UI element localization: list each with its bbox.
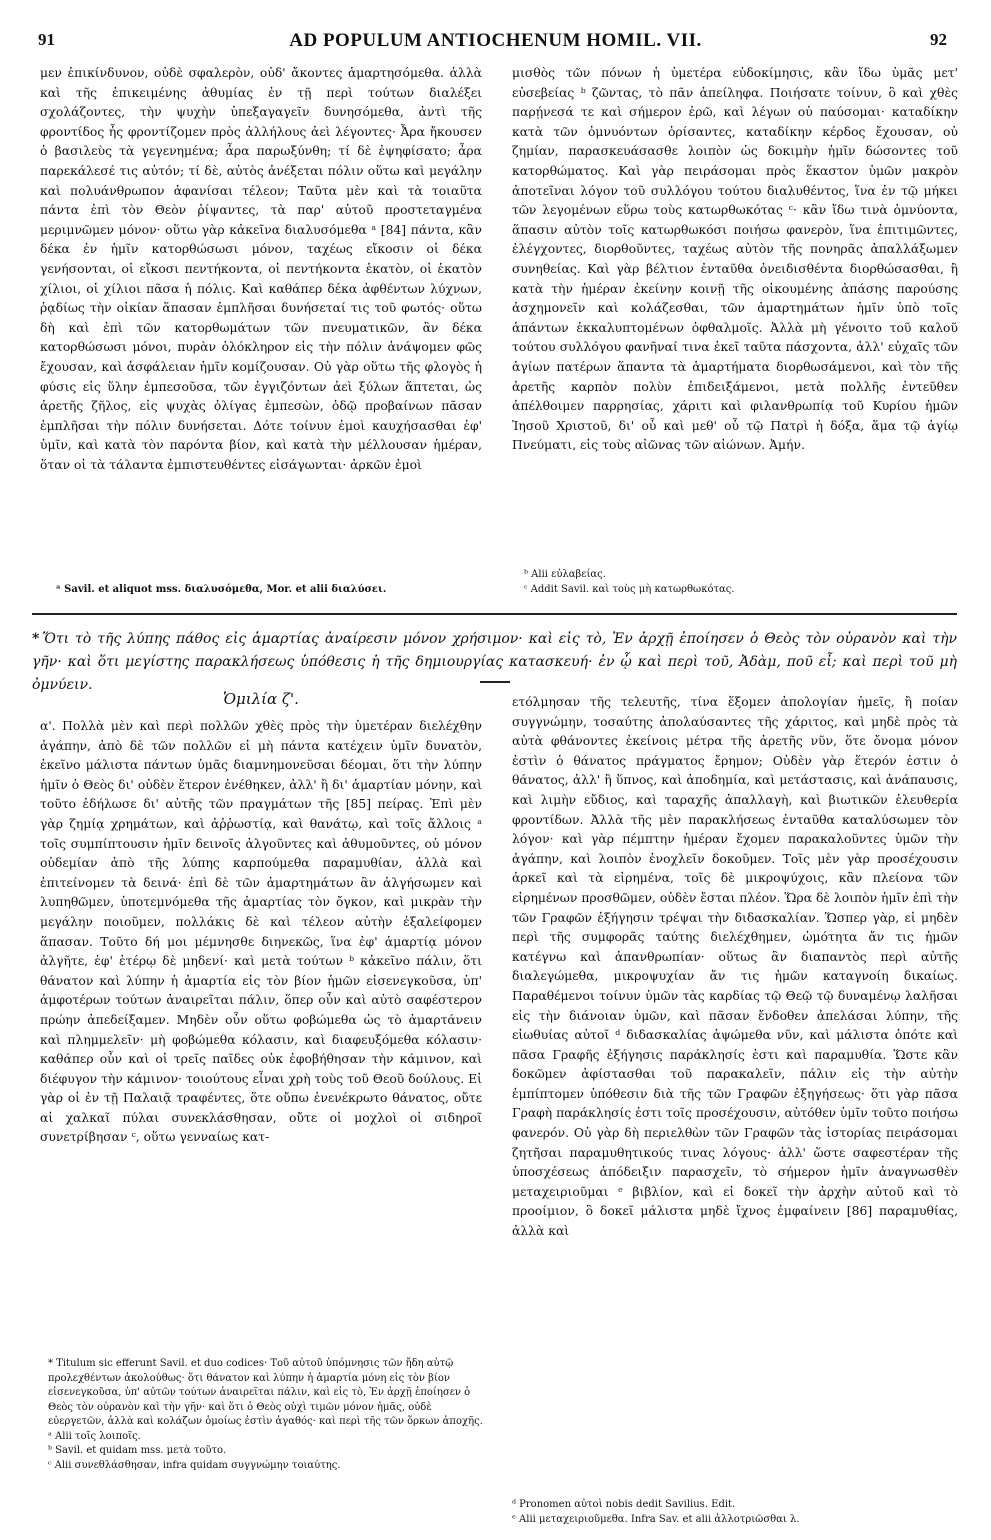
section-divider bbox=[32, 613, 957, 615]
running-title: AD POPULUM ANTIOCHENUM HOMIL. VII. bbox=[289, 30, 702, 51]
bottom-left-footnotes bbox=[48, 1357, 484, 1473]
footnote-b: ᵇ Alii εὐλαβείας. bbox=[524, 569, 606, 580]
bottom-right-footnotes bbox=[512, 1498, 958, 1527]
short-dash bbox=[480, 681, 510, 683]
page-header bbox=[0, 0, 991, 64]
bottom-right-text: ετόλμησαν τῆς τελευτῆς, τίνα ἕξομεν ἀπολογίαν ἡμεῖς, ἢ ποίαν συγγνώμην, τοσαύτης ἀπολαύσαντες τῆς χάριτος, καὶ μηδὲ πρὸς τὰ αὐτὰ φθάνοντες ἐκείνοις μέτρα τῆς ἀρετῆς νῦν, ὅτε ὄνομα μόνον ἐστὶν ὁ θάνατος πράγματος ἔρημον; Οὐδὲν γὰρ ἕτερόν ἐστιν ὁ θάνατος, ἀλλ' ἢ ὕπνος, καὶ ἀποδημία, καὶ μετάστασις, καὶ ἀνάπαυσις, καὶ λιμὴν εὔδιος, καὶ ταραχῆς ἀπαλλαγὴ, καὶ βιωτικῶν ἐλευθερία φροντίδων. Ἀλλὰ τῆς μὲν παρακλήσεως ἐνταῦθα καταλύσωμεν τὸν λόγον· καὶ γὰρ πέμπτην ἡμέραν ἔχομεν παρακαλοῦντες ὑμῶν τὴν ἀγάπην, καὶ λοιπὸν ἐνοχλεῖν δοκοῦμεν. Τοῖς μὲν γὰρ προσέχουσιν ἀρκεῖ καὶ τὰ εἰρημένα, τοῖς δὲ μικροψύχοις, κἂν πλείονα τῶν εἰρημένων προσθῶμεν, οὐδὲν ἔσται πλέον. Ὥρα δὲ λοιπὸν ἡμῖν ἐπὶ τὴν τῶν Γραφῶν ἐξήγησιν τρέψαι τὴν διδασκαλίαν. Ὥσπερ γὰρ, εἰ μηδὲν περὶ τῆς συμφορᾶς ταύτης διελέχθημεν, ὠμότητα ἄν τις ἡμῶν κατέγνω καὶ ἀπανθρωπίαν· οὕτως ἂν διαπαντὸς περὶ αὐτῆς διαλεγώμεθα, μικροψυχίαν ἄν τις ἡμῶν καταγνοίη δικαίως. Παραθέμενοι τοίνυν ὑμῶν τὰς καρδίας τῷ Θεῷ τῷ δυναμένῳ λαλῆσαι εἰς τὴν διάνοιαν ὑμῶν, καὶ πᾶσαν ἔνδοθεν ἀπελάσαι λύπην, τῆς εἰωθυίας αὐτοῖ ᵈ διδασκαλίας ἀψώμεθα νῦν, καὶ μάλιστα ὁπότε καὶ πᾶσα Γραφῆς ἐξήγησις παράκλησίς ἐστι καὶ παραμυθία. Ὥστε κἂν δοκῶμεν ἀφίστασθαι τοῦ παρακαλεῖν, πάλιν εἰς τὴν αὐτὴν ἐμπίπτομεν ὑπόθεσιν διὰ τῆς τῶν Γραφῶν ἐξηγήσεως· ὅτι γὰρ πᾶσα Γραφὴ παράκλησίς ἐστι τοῖς προσέχουσιν, αὐτόθεν ὑμῖν τοῦτο ποιήσω φανερόν. Οὐ γὰρ δὴ περιελθὼν τῶν Γραφῶν τὰς ἱστορίας πειράσομαι ζητῆσαι παραμυθητικούς τινας λόγους· ἀλλ' ὥστε σαφεστέραν τῆς ὑποσχέσεως ἀπόδειξιν παρασχεῖν, τὸ σήμερον ἡμῖν ἀναγνωσθὲν μεταχειριοῦμαι ᵉ βιβλίον, καὶ εἰ δοκεῖ τὴν ἀρχὴν αὐτοῦ καὶ τὸ προοίμιον, ὃ δοκεῖ μάλιστα μηδὲ ἴχνος ἐμφαίνειν [86] παραμυθίας, ἀλλὰ καὶ bbox=[512, 695, 958, 1239]
top-right-text: μισθὸς τῶν πόνων ἡ ὑμετέρα εὐδοκίμησις, κἂν ἴδω ὑμᾶς μετ' εὐσεβείας ᵇ ζῶντας, τὸ πᾶν ἀπείληφα. Ποιήσατε τοίνυν, ὃ καὶ χθὲς παρῄνεσά τε καὶ σήμερον ἐρῶ, καὶ λέγων οὐ παύσομαι· καταδίκην κατὰ τῶν ὀμνυόντων ὁρίσαντες, καταδίκην κέρδος ἔχουσαν, οὐ ζημίαν, παρασκευάσασθε λοιπὸν ὡς δοκιμὴν ἡμῖν δώσοντες τοῦ κατορθώματος. Καὶ γὰρ πειράσομαι πρὸς ἕκαστον ὑμῶν μακρὸν ἀποτεῖναι λόγον τοῦ συλλόγου τούτου διαλυθέντος, ἵνα ἐν τῷ μήκει τῶν λεγομένων εὕρω τοὺς κατωρθωκότας ᶜ· κἂν ἴδω τινὰ ὀμνύοντα, ἅπασιν αὐτὸν τοῖς κατωρθωκόσι ποιήσω φανερὸν, ἵνα ἐπιτιμῶντες, ἐλέγχοντες, διορθοῦντες, ταχέως αὐτὸν τῆς πονηρᾶς ἀπαλλάξωμεν συνηθείας. Καὶ γὰρ βέλτιον ἐνταῦθα ὀνειδισθέντα διορθώσασθαι, ἢ κατὰ τὴν ἡμέραν ἐκείνην κοινῇ τῆς οἰκουμένης ἁπάσης παρούσης ἀσχημονεῖν καὶ κολάζεσθαι, τῶν ἁμαρτημάτων ἡμῖν ὑπὸ τοῖς ἁπάντων ἐκκαλυπτομένων ὀφθαλμοῖς. Ἀλλὰ μὴ γένοιτο τοῦ καλοῦ τούτου συλλόγου φανῆναί τινα ἐκεῖ ταῦτα πάσχοντα, ἀλλ' εὐχαῖς τῶν ἁγίων πατέρων ἅπαντα τὰ ἁμαρτήματα διορθωσάμενοι, καὶ τὸν τῆς ἀρετῆς καρπὸν πολὺν ἐπιδειξάμενοι, μετὰ πολλῆς ἐντεῦθεν ἀπέλθοιμεν παρρησίας, χάριτι καὶ φιλανθρωπίᾳ τοῦ Κυρίου ἡμῶν Ἰησοῦ Χριστοῦ, δι' οὗ καὶ μεθ' οὗ τῷ Πατρὶ ἡ δόξα, ἅμα τῷ ἁγίῳ Πνεύματι, εἰς τοὺς αἰῶνας τῶν αἰώνων. Ἀμήν. bbox=[512, 66, 958, 453]
footnote-e: ᵉ Alii μεταχειριοῦμεθα. Infra Sav. et alii ἀλλοτριῶσθαι λ. bbox=[512, 1513, 800, 1525]
top-left-text: μεν ἐπικίνδυνον, οὐδὲ σφαλερὸν, οὐδ' ἄκοντες ἁμαρτησόμεθα. ἀλλὰ καὶ τῆς ἐπικειμένης ἀθυμίας ἐν τῇ περὶ τούτων διαλέξει σχολάζοντες, τὴν ψυχὴν ὑπεξαγαγεῖν δυνησόμεθα, ἀντὶ τῆς φροντίδος ἧς φροντίζομεν πρὸς ἀλλήλους ἀεὶ λέγοντες· Ἆρα ἤκουσεν ὁ βασιλεὺς τὰ γεγενημένα; ἆρα παρωξύνθη; τί δὲ ἐψηφίσατο; ἆρα παρεκάλεσέ τις αὐτόν; τί δὲ, αὐτὸς ἀνέξεται πόλιν οὕτω καὶ μεγάλην καὶ πολυάνθρωπον ἀφανίσαι τέλεον; Ταῦτα μὲν καὶ τὰ τοιαῦτα πάντα ἐπὶ τὸν Θεὸν ῥίψαντες, τὰ παρ' αὐτοῦ προστεταγμένα μεριμνῶμεν μόνον· οὕτω γὰρ κἀκεῖνα διαλυσόμεθα ᵃ [84] πάντα, κἂν δέκα ἐν ἡμῖν κατορθώσωσι μόνον, ταχέως εἴκοσιν οἱ δέκα γενήσονται, οἱ εἴκοσι πεντήκοντα, οἱ πεντήκοντα ἑκατὸν, οἱ ἑκατὸν χίλιοι, οἱ χίλιοι πᾶσα ἡ πόλις. Καὶ καθάπερ δέκα ἀφθέντων λύχνων, ῥᾳδίως τὴν οἰκίαν ἅπασαν ἐμπλῆσαι δυνήσεταί τις τοῦ φωτός· οὕτω δὴ καὶ ἐπὶ τῶν κατορθωμάτων τῶν πνευματικῶν, ἂν δέκα κατορθώσωσι μόνοι, πυρὰν ὁλόκληρον εἰς τὴν πόλιν ἀνάψομεν φῶς ἔχουσαν, καὶ ἀσφάλειαν ἡμῖν κομίζουσαν. Οὐ γὰρ οὕτω τῆς φλογὸς ἡ φύσις εἰς ὕλην ἐμπεσοῦσα, τῶν ἐγγιζόντων ἀεὶ ξύλων ἅπτεται, ὡς ἀρετῆς ζῆλος, εἰς ψυχὰς ὀλίγας ἐμπεσὼν, ὁδῷ προβαίνων πᾶσαν ἐμπλῆσαι τὴν πόλιν δυνήσεται. Δότε τοίνυν ἐμοὶ καυχήσασθαι ἐφ' ὑμῖν, καὶ κατὰ τὸν παρόντα βίον, καὶ κατὰ τὴν μέλλουσαν ἡμέραν, ὅταν οἱ τὰ τάλαντα ἐμπιστευθέντες εἰσάγωνται· ἀρκῶν ἐμοὶ bbox=[40, 66, 482, 472]
bottom-left-column bbox=[40, 717, 482, 1148]
footnote-a: ᵃ Alii τοῖς λοιποῖς. bbox=[48, 1430, 141, 1442]
top-right-column bbox=[512, 64, 958, 456]
bottom-right-column bbox=[512, 693, 958, 1242]
footnote-a: ᵃ Savil. et aliquot mss. διαλυσόμεθα, Mor. et alii διαλύσει. bbox=[56, 584, 387, 595]
top-left-footnotes bbox=[56, 583, 486, 598]
top-left-column bbox=[40, 64, 482, 475]
homily-summary bbox=[32, 628, 957, 697]
left-page-number: 91 bbox=[38, 30, 55, 49]
footnote-d: ᵈ Pronomen αὐτοὶ nobis dedit Savilius. Edit. bbox=[512, 1499, 736, 1510]
footnote-c: ᶜ Alii συνεθλάσθησαν, infra quidam συγγνώμην τοιαύτης. bbox=[48, 1459, 341, 1471]
top-right-footnotes bbox=[524, 568, 954, 597]
footnote-c: ᶜ Addit Savil. καὶ τοὺς μὴ κατωρθωκότας. bbox=[524, 583, 735, 595]
homily-title: Ὁμιλία ζ'. bbox=[223, 690, 299, 708]
summary-text: Ὅτι τὸ τῆς λύπης πάθος εἰς ἁμαρτίας ἀναίρεσιν μόνον χρήσιμον· καὶ εἰς τὸ, Ἐν ἀρχῇ ἐποίησεν ὁ Θεὸς τὸν οὐρανὸν καὶ τὴν γῆν· καὶ ὅτι μεγίστης παρακλήσεως ὑπόθεσις ἡ τῆς δημιουργίας κατασκευή· ἐν ᾧ καὶ περὶ τοῦ, Ἀδὰμ, ποῦ εἶ; καὶ περὶ τοῦ μὴ ὀμνύειν. bbox=[32, 631, 957, 693]
footnote-star: * Titulum sic efferunt Savil. et duo codices· Τοῦ αὐτοῦ ὑπόμνησις τῶν ἤδη αὐτῷ προλεχθέντων ἀκολούθως· ὅτι θάνατον καὶ λύπην ἡ ἁμαρτία μόνη εἰς τὸν βίον εἰσενεγκοῦσα, ὑπ' αὐτῶν τούτων ἀναιρεῖται πάλιν, καὶ εἰς τὸ, Ἐν ἀρχῇ ἐποίησεν ὁ Θεὸς τὸν οὐρανὸν καὶ τὴν γῆν· καὶ ὅτι ὁ Θεὸς οὐχὶ τιμῶν μόνον ἡμᾶς, οὐδὲ εὐεργετῶν, ἀλλὰ καὶ κολάζων ὁμοίως ἐστὶν ἀγαθός· καὶ περὶ τῆς τῶν ὅρκων ἀποχῆς. bbox=[48, 1358, 483, 1427]
summary-star-marker: * bbox=[32, 631, 40, 647]
right-page-number: 92 bbox=[930, 30, 947, 49]
footnote-b: ᵇ Savil. et quidam mss. μετὰ τοῦτο. bbox=[48, 1445, 227, 1456]
bottom-left-text: α'. Πολλὰ μὲν καὶ περὶ πολλῶν χθὲς πρὸς τὴν ὑμετέραν διελέχθην ἀγάπην, ἀπὸ δὲ τῶν πολλῶν εἰ μὴ πάντα κατέχειν ὑμῖν δυνατὸν, ἐκεῖνο μάλιστα πάντων ὑμᾶς διαμνημονεῦσαι δέομαι, ὅτι τὴν λύπην ἡμῖν ὁ Θεὸς δι' οὐδὲν ἕτερον ἐνέθηκεν, ἀλλ' ἢ δι' ἁμαρτίαν μόνην, καὶ τοῦτο ἐδήλωσε δι' αὐτῆς τῶν πραγμάτων τῆς [85] πείρας. Ἐπὶ μὲν γὰρ ζημίᾳ χρημάτων, καὶ ἀῤῥωστίᾳ, καὶ θανάτῳ, καὶ τοῖς ἄλλοις ᵃ τοῖς συμπίπτουσιν ἡμῖν δεινοῖς ἀλγοῦντες καὶ ἀθυμοῦντες, οὐ μόνον οὐδεμίαν ἀπὸ τῆς λύπης καρπούμεθα παραμυθίαν, ἀλλὰ καὶ ἐπιτείνομεν τὰ δεινά· ἐπὶ δὲ τῶν ἁμαρτημάτων ἂν ἀλγήσωμεν καὶ λυπηθῶμεν, ὑποτεμνόμεθα τῆς ἁμαρτίας τὸν ὄγκον, καὶ μικρὰν τὴν μεγάλην ποιοῦμεν, πολλάκις δὲ καὶ τέλεον αὐτὴν ἐξαλείφομεν ἅπασαν. Τοῦτο δή μοι μέμνησθε διηνεκῶς, ἵνα ἐφ' ἁμαρτίᾳ μόνον ἀλγῆτε, ἐφ' ἑτέρῳ δὲ μηδενί· καὶ μετὰ τούτων ᵇ κἀκεῖνο πάλιν, ὅτι θάνατον καὶ λύπην ἡ ἁμαρτία εἰς τὸν βίον ἡμῶν εἰσενεγκοῦσα, ὑπ' ἀμφοτέρων τούτων ἀναιρεῖται πάλιν, ὅπερ οὖν καὶ αὐτὸ σαφέστερον πρώην ἀπεδείξαμεν. Μηδὲν οὖν οὕτω φοβώμεθα ὡς τὸ ἁμαρτάνειν καὶ πλημμελεῖν· μὴ φοβώμεθα κόλασιν, καὶ διαφευξόμεθα κόλασιν· καθάπερ οὖν καὶ οἱ τρεῖς παῖδες οὐκ ἐφοβήθησαν τὴν κάμινον, καὶ διέφυγον τὴν κάμινον· τοιούτους εἶναι χρὴ τοὺς τοῦ Θεοῦ δούλους. Εἰ γὰρ οἱ ἐν τῇ Παλαιᾷ τραφέντες, ὅτε οὔπω ἐνενέκρωτο θάνατος, οὔτε αἱ χαλκαῖ πύλαι συνεκλάσθησαν, οὔτε οἱ μοχλοὶ οἱ σιδηροῖ συνετρίβησαν ᶜ, οὕτω γενναίως κατ- bbox=[40, 719, 482, 1145]
